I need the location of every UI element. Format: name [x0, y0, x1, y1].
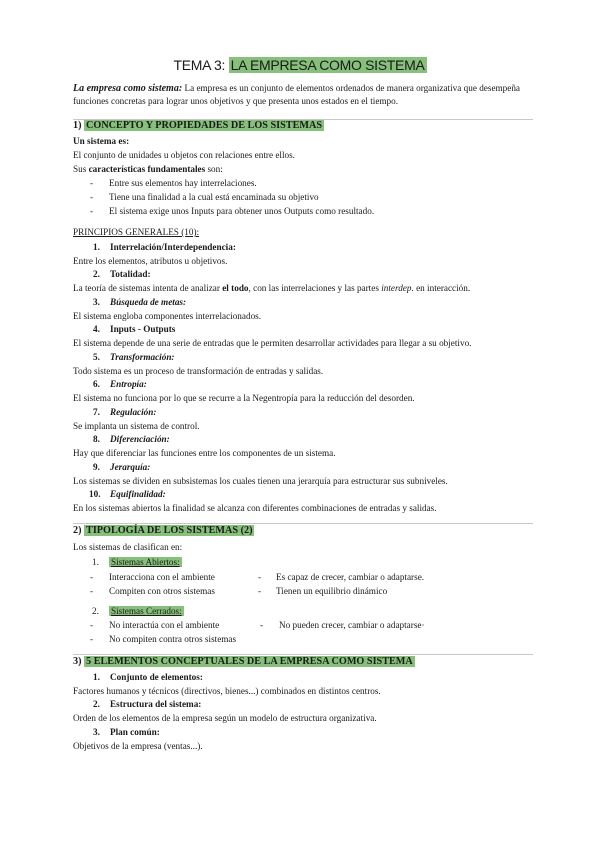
- bullet-dash: -: [90, 206, 94, 216]
- closed-systems-label: [109, 605, 184, 617]
- section-3-title: 5 ELEMENTOS CONCEPTUALES DE LA EMPRESA COMO SISTEMA: [86, 656, 413, 667]
- bullet-dash: -: [90, 620, 94, 630]
- principle-number: 8.: [93, 434, 100, 444]
- principle-desc: Hay que diferenciar las funciones entre los componentes de un sistema.: [73, 448, 336, 458]
- char-suffix: son:: [205, 164, 223, 174]
- open-systems-label: [109, 556, 182, 568]
- open-right-item: Tienen un equilibrio dinámico: [276, 586, 388, 596]
- section-1-heading: [73, 120, 324, 131]
- bullet-dash: -: [258, 586, 262, 596]
- section-2-title: TIPOLOGÍA DE LOS SISTEMAS (2): [86, 525, 253, 536]
- section-1-title: CONCEPTO Y PROPIEDADES DE LOS SISTEMAS: [86, 120, 323, 131]
- principle-number: 10.: [89, 489, 101, 499]
- char-prefix: Sus: [73, 164, 89, 174]
- element-number: 3.: [93, 727, 100, 737]
- principle-number: 9.: [93, 462, 100, 472]
- bullet-dash: -: [90, 634, 94, 644]
- principle-desc: Se implanta un sistema de control.: [73, 421, 200, 431]
- system-definition-label: Un sistema es:: [73, 136, 130, 146]
- characteristic-item: El sistema exige unos Inputs para obtener unos Outputs como resultado.: [109, 206, 375, 216]
- page-title: [0, 57, 600, 73]
- principle-desc: Todo sistema es un proceso de transformación de entradas y salidas.: [73, 366, 324, 376]
- principle-title: Inputs - Outputs: [110, 324, 176, 334]
- principle-title: Búsqueda de metas:: [110, 297, 187, 307]
- characteristic-item: Entre sus elementos hay interrelaciones.: [109, 178, 257, 188]
- principle-number: 4.: [93, 324, 100, 334]
- element-desc: Objetivos de la empresa (ventas...).: [73, 741, 203, 751]
- section-2-heading: [73, 525, 254, 536]
- bullet-dash: -: [260, 620, 264, 630]
- bullet-dash: -: [90, 192, 94, 202]
- section-divider: [73, 654, 533, 655]
- principle-number: 7.: [93, 407, 100, 417]
- intro-paragraph: [73, 82, 531, 108]
- bullet-dash: -: [258, 572, 262, 582]
- element-desc: Orden de los elementos de la empresa según un modelo de estructura organizativa.: [73, 713, 377, 723]
- bullet-dash: -: [90, 178, 94, 188]
- system-definition-text: El conjunto de unidades u objetos con relaciones entre ellos.: [73, 150, 295, 160]
- element-title: Conjunto de elementos:: [110, 672, 203, 682]
- principle-desc: El sistema depende de una serie de entradas que le permiten desarrollar actividades para llegar a su objetivo.: [73, 338, 472, 348]
- element-number: 1.: [93, 672, 100, 682]
- element-title: Plan común:: [110, 727, 160, 737]
- title-prefix: TEMA 3:: [173, 57, 229, 73]
- desc-part: La teoría de sistemas intenta de analizar: [73, 283, 223, 293]
- bullet-dash: -: [90, 586, 94, 596]
- principle-desc: Entre los elementos, atributos u objetivos.: [73, 256, 228, 266]
- principle-number: 3.: [93, 297, 100, 307]
- principle-number: 1.: [93, 242, 100, 252]
- open-left-item: Interacciona con el ambiente: [109, 572, 215, 582]
- characteristics-intro: [73, 163, 223, 175]
- open-systems-label-text: Sistemas Abiertos:: [111, 557, 180, 567]
- open-left-item: Compiten con otros sistemas: [109, 586, 215, 596]
- principle-title: Jerarquía:: [110, 462, 151, 472]
- principle-title: Totalidad:: [110, 269, 151, 279]
- intro-term: La empresa como sistema:: [73, 83, 183, 94]
- section-divider: [73, 523, 533, 524]
- principle-title: Diferenciación:: [110, 434, 170, 444]
- element-desc: Factores humanos y técnicos (directivos, bienes...) combinados en distintos centros.: [73, 686, 381, 696]
- desc-part: , con las interrelaciones y las partes: [248, 283, 382, 293]
- principle-desc: El sistema engloba componentes interrelacionados.: [73, 311, 262, 321]
- element-number: 2.: [93, 699, 100, 709]
- section-1-number: 1): [73, 120, 85, 131]
- closed-right-item: No pueden crecer, cambiar o adaptarse·: [279, 620, 425, 630]
- title-highlight: LA EMPRESA COMO SISTEMA: [230, 57, 425, 73]
- open-systems-number: 1.: [92, 557, 99, 567]
- section-3-heading: [73, 656, 415, 667]
- characteristic-item: Tiene una finalidad a la cual está encaminada su objetivo: [109, 192, 319, 202]
- principle-desc: En los sistemas abiertos la finalidad se alcanza con diferentes combinaciones de entradas y salidas.: [73, 503, 437, 513]
- char-bold: características fundamentales: [88, 164, 206, 174]
- closed-systems-label-text: Sistemas Cerrados:: [111, 606, 182, 616]
- typology-intro: Los sistemas de clasifican en:: [73, 542, 183, 552]
- element-title: Estructura del sistema:: [110, 699, 202, 709]
- principle-number: 5.: [93, 352, 100, 362]
- principle-desc: [73, 282, 470, 294]
- principle-title: Entropía:: [110, 379, 147, 389]
- principle-title: Equifinalidad:: [110, 489, 166, 499]
- desc-bold: el todo: [222, 283, 249, 293]
- principle-number: 2.: [93, 269, 100, 279]
- desc-part: en interacción.: [413, 283, 471, 293]
- closed-systems-number: 2.: [92, 606, 99, 616]
- intro-text: La empresa es un conjunto de elementos ordenados de manera organizativa que desempeña funciones concretas para lograr unos objetivos y que presenta unos estados en el tiempo.: [73, 83, 521, 106]
- principle-number: 6.: [93, 379, 100, 389]
- section-2-number: 2): [73, 525, 85, 536]
- section-3-number: 3): [73, 656, 85, 667]
- principle-title: Interrelación/Interdependencia:: [110, 242, 236, 252]
- principles-label: PRINCIPIOS GENERALES (10):: [73, 227, 200, 237]
- principle-desc: El sistema no funciona por lo que se recurre a la Negentropía para la reducción del desorden.: [73, 393, 415, 403]
- bullet-dash: -: [90, 572, 94, 582]
- principle-title: Regulación:: [110, 407, 157, 417]
- closed-left-item: No interactúa con el ambiente: [109, 620, 220, 630]
- open-right-item: Es capaz de crecer, cambiar o adaptarse.: [276, 572, 425, 582]
- principle-desc: Los sistemas se dividen en subsistemas los cuales tienen una jerarquía para estructurar sus subniveles.: [73, 476, 448, 486]
- closed-left-item: No compiten contra otros sistemas: [109, 634, 237, 644]
- principle-title: Transformación:: [110, 352, 175, 362]
- desc-italic: interdep.: [381, 283, 414, 293]
